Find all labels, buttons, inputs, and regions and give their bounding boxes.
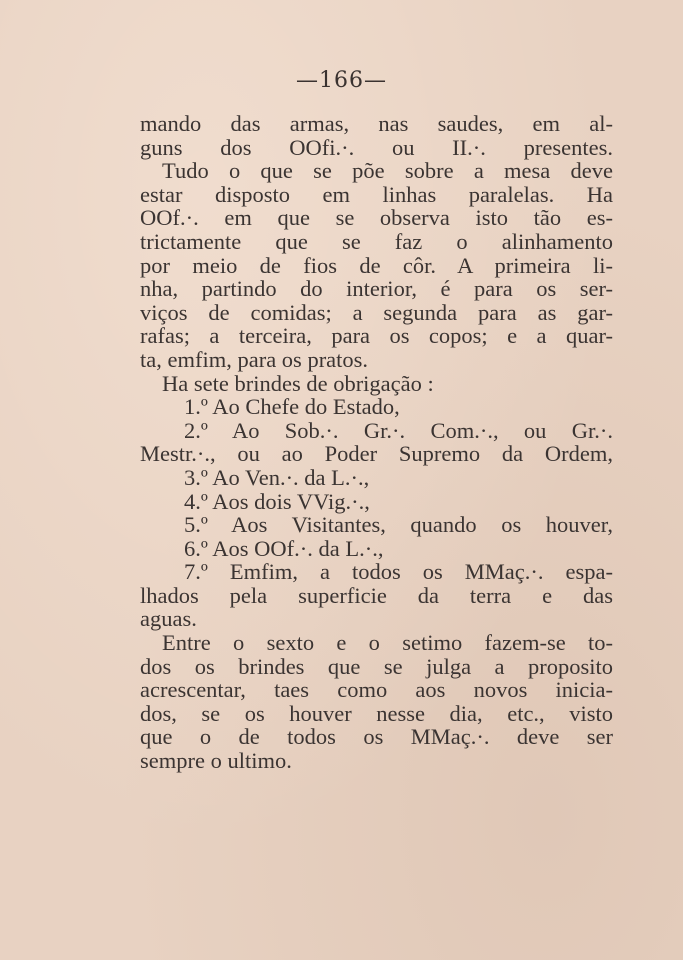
text-line: dos os brindes que se julga a proposito — [140, 653, 613, 679]
text-line: OOf.·. em que se observa isto tão es- — [140, 205, 613, 231]
text-line: sempre o ultimo. — [140, 748, 292, 774]
text-line: 6.º Aos OOf.·. da L.·., — [184, 535, 384, 561]
text-line: 2.º Ao Sob.·. Gr.·. Com.·., ou Gr.·. — [184, 417, 613, 443]
text-line: Tudo o que se põe sobre a mesa deve — [162, 158, 613, 184]
text-line: Entre o sexto e o setimo fazem-se to- — [162, 630, 613, 656]
body-text — [140, 112, 613, 773]
text-line: acrescentar, taes como aos novos inicia- — [140, 677, 613, 703]
text-line: mando das armas, nas saudes, em al- — [140, 111, 613, 136]
text-line: 1.º Ao Chefe do Estado, — [184, 394, 400, 420]
text-line: por meio de fios de côr. A primeira li- — [140, 252, 613, 278]
text-line: viços de comidas; a segunda para as gar- — [140, 299, 613, 325]
text-line: dos, se os houver nesse dia, etc., visto — [140, 700, 613, 726]
text-line: 5.º Aos Visitantes, quando os houver, — [184, 512, 613, 538]
page-number: —166— — [296, 68, 387, 93]
text-line: estar disposto em linhas paralelas. Ha — [140, 181, 613, 207]
text-line: aguas. — [140, 606, 197, 632]
text-line: Mestr.·., ou ao Poder Supremo da Ordem, — [140, 441, 613, 467]
text-line: Ha sete brindes de obrigação : — [162, 370, 434, 396]
text-line: nha, partindo do interior, é para os ser- — [140, 276, 613, 302]
text-line: 4.º Aos dois VVig.·., — [184, 488, 370, 514]
text-line: rafas; a terceira, para os copos; e a quar- — [140, 323, 613, 349]
text-line: ta, emfim, para os pratos. — [140, 346, 369, 372]
text-line: guns dos OOfi.·. ou II.·. presentes. — [140, 134, 613, 160]
text-line: que o de todos os MMaç.·. deve ser — [140, 724, 613, 750]
text-line: trictamente que se faz o alinhamento — [140, 228, 613, 254]
text-line: 7.º Emfim, a todos os MMaç.·. espa- — [184, 559, 613, 585]
text-line: 3.º Ao Ven.·. da L.·., — [184, 464, 370, 490]
text-line: lhados pela superficie da terra e das — [140, 582, 613, 608]
